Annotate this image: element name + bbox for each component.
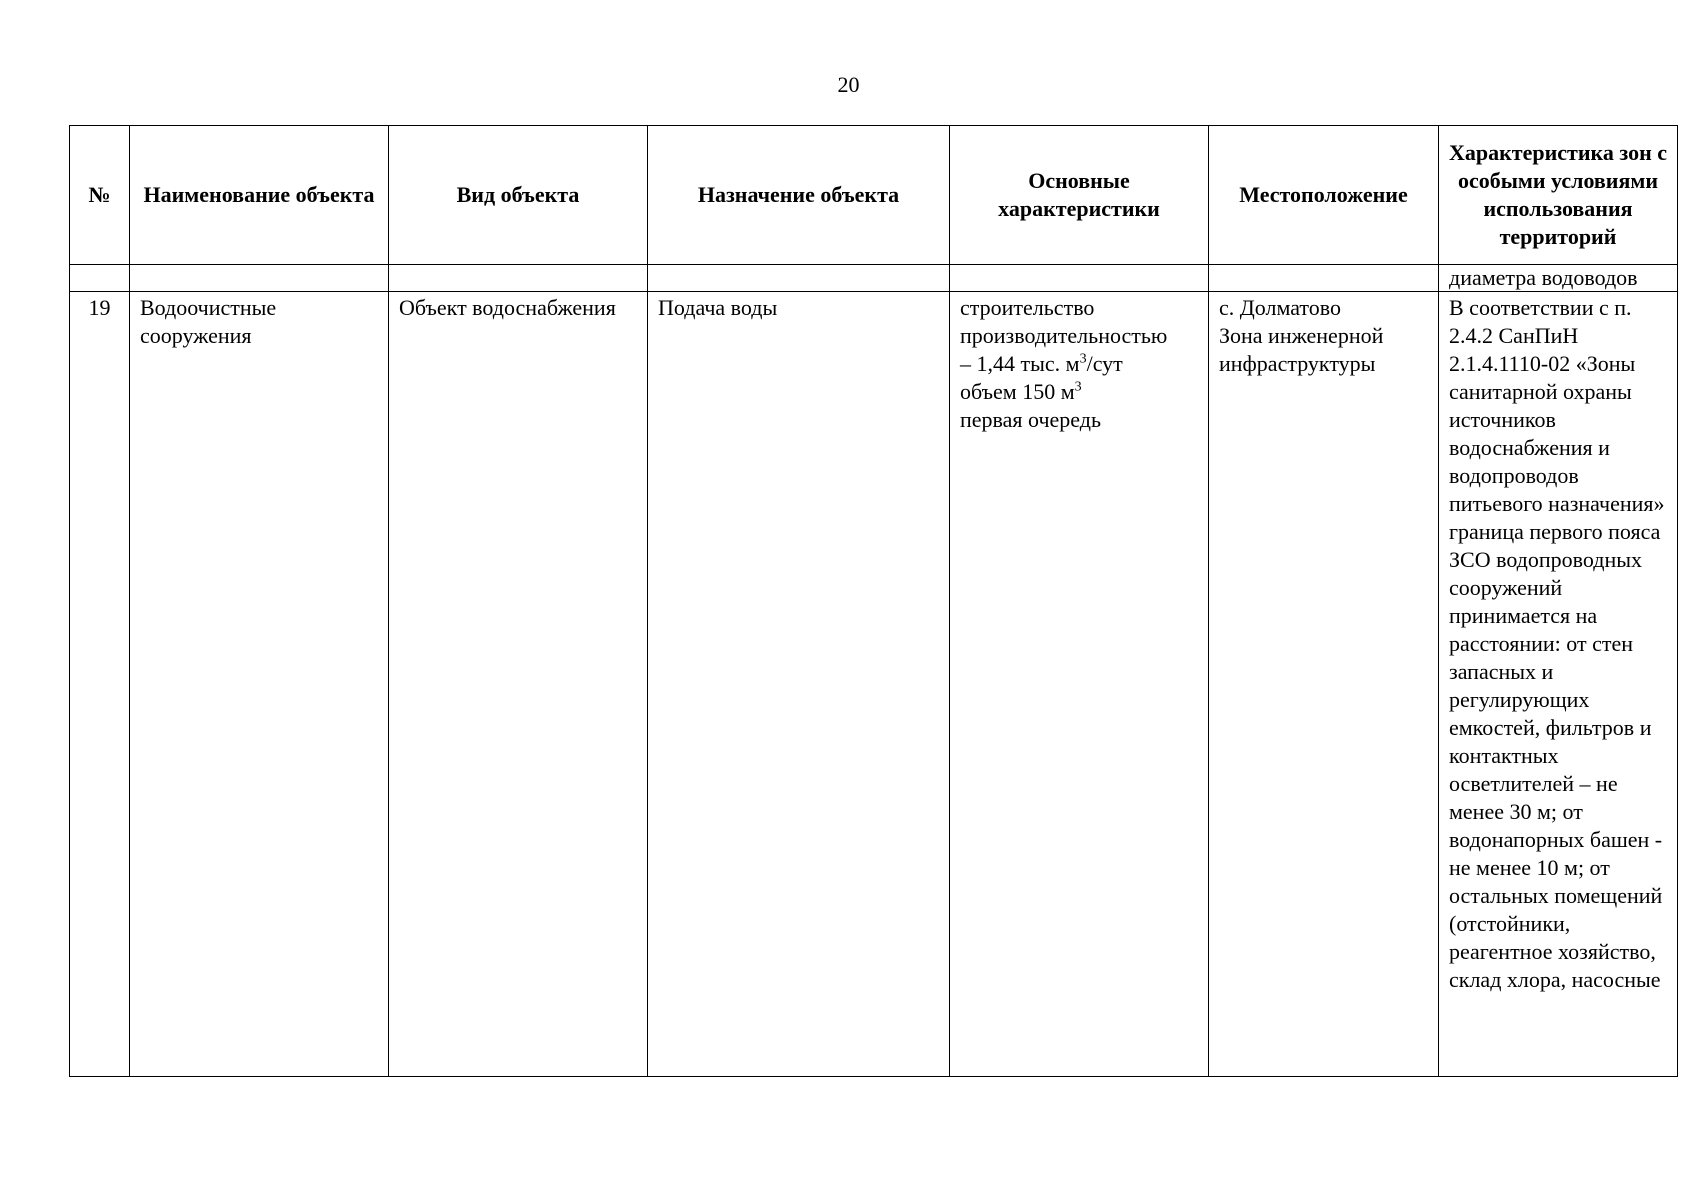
cell-empty <box>1209 265 1439 292</box>
cell-object-purpose: Подача воды <box>648 292 950 1077</box>
cell-main-characteristics <box>950 292 1209 1077</box>
cell-zone-characteristics: В соответствии с п. 2.4.2 СанПиН 2.1.4.1110-02 «Зоны санитарной охраны источников водоснабжения и водопроводов питьевого назначения» граница первого пояса ЗСО водопроводных сооружений принимается на расстоянии: от стен запасных и регулирующих емкостей, фильтров и контактных осветлителей – не менее 30 м; от водонапорных башен - не менее 10 м; от остальных помещений (отстойники, реагентное хозяйство, склад хлора, насосные <box>1439 292 1678 1077</box>
chars-text: /сут <box>1086 351 1123 376</box>
chars-text: объем 150 м <box>960 379 1075 404</box>
header-location: Местоположение <box>1209 126 1439 265</box>
header-object-name: Наименование объекта <box>130 126 389 265</box>
cell-location <box>1209 292 1439 1077</box>
chars-line: строительство <box>960 295 1095 320</box>
header-object-purpose: Назначение объекта <box>648 126 950 265</box>
table-header-row <box>70 126 1678 265</box>
cell-object-kind: Объект водоснабжения <box>389 292 648 1077</box>
objects-table <box>69 125 1678 1077</box>
cell-empty <box>70 265 130 292</box>
chars-line: первая очередь <box>960 407 1101 432</box>
chars-line <box>960 378 1198 406</box>
location-line: Зона инженерной инфраструктуры <box>1219 323 1384 376</box>
chars-text: – 1,44 тыс. м <box>960 351 1080 376</box>
cell-empty <box>648 265 950 292</box>
header-object-kind: Вид объекта <box>389 126 648 265</box>
location-line: с. Долматово <box>1219 295 1341 320</box>
cell-empty <box>389 265 648 292</box>
chars-line: производительностью <box>960 323 1168 348</box>
table-row <box>70 292 1678 1077</box>
page-number: 20 <box>837 72 860 97</box>
chars-line <box>960 350 1198 378</box>
superscript: 3 <box>1079 351 1087 367</box>
cell-empty <box>950 265 1209 292</box>
superscript: 3 <box>1074 379 1082 395</box>
cell-object-name: Водоочистные сооружения <box>130 292 389 1077</box>
cell-empty <box>130 265 389 292</box>
header-number: № <box>70 126 130 265</box>
cell-zone-continuation: диаметра водоводов <box>1439 265 1678 292</box>
header-main-characteristics: Основные характеристики <box>950 126 1209 265</box>
cell-number: 19 <box>70 292 130 1077</box>
continuation-row <box>70 265 1678 292</box>
header-zone-characteristics: Характеристика зон с особыми условиями использования территорий <box>1439 126 1678 265</box>
